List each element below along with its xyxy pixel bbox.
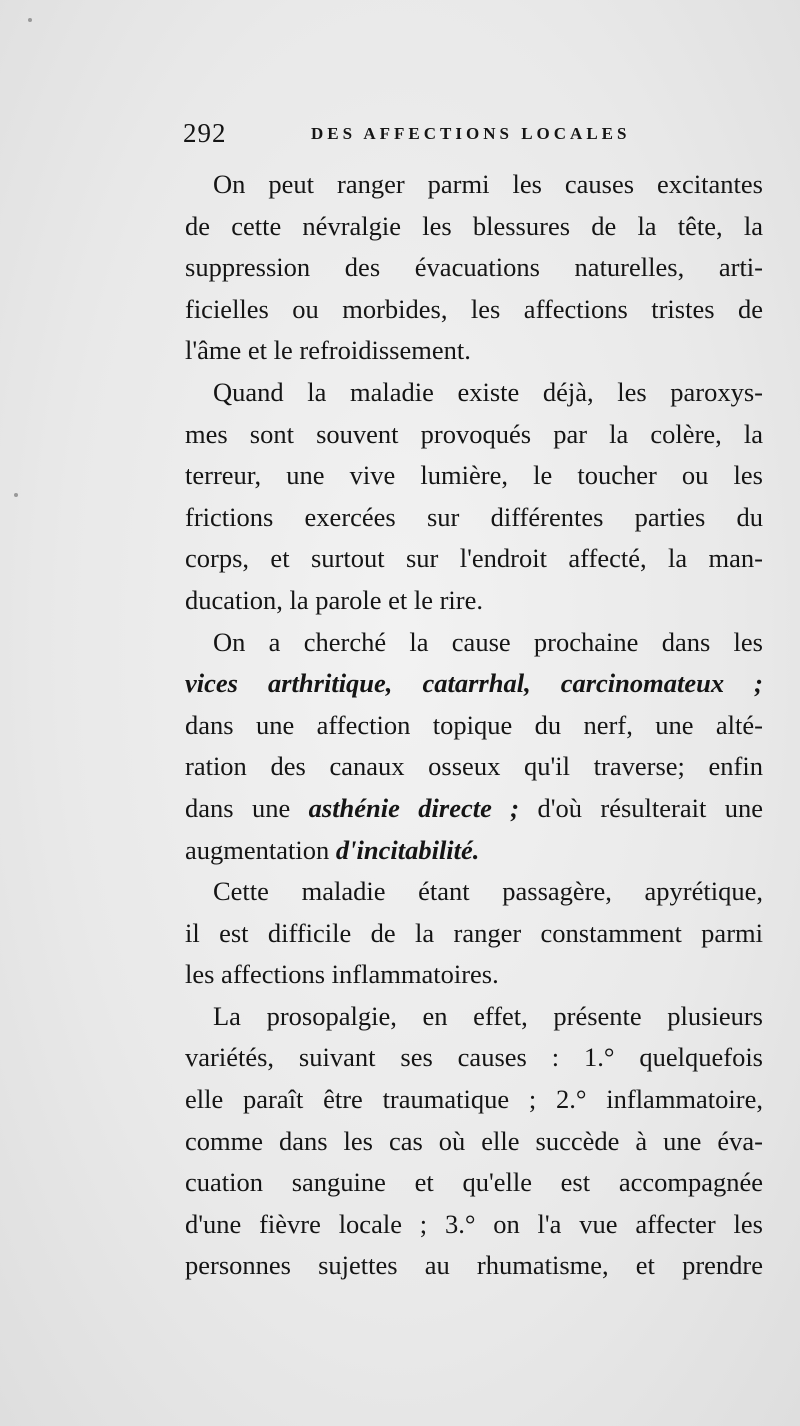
text-line xyxy=(185,497,763,539)
text-segment: ration des canaux osseux qu'il traverse; enfin xyxy=(185,751,763,782)
text-segment: ficielles ou morbides, les affections tristes de xyxy=(185,293,763,324)
body-text xyxy=(185,164,763,1287)
text-line xyxy=(185,622,763,664)
speck-mark xyxy=(14,493,18,497)
text-segment: frictions exercées sur différentes parties du xyxy=(185,501,763,532)
text-segment: d'une fièvre locale ; 3.° on l'a vue affecter les xyxy=(185,1208,763,1239)
text-line xyxy=(185,414,763,456)
text-line xyxy=(185,1162,763,1204)
text-line xyxy=(185,330,763,372)
text-segment: augmentation xyxy=(185,834,336,865)
text-segment: dans une affection topique du nerf, une alté- xyxy=(185,709,763,740)
text-segment: La prosopalgie, en effet, présente plusieurs xyxy=(213,1000,763,1031)
text-segment: de cette névralgie les blessures de la tête, la xyxy=(185,210,763,241)
text-line xyxy=(185,1037,763,1079)
text-segment: Cette maladie étant passagère, apyrétique, xyxy=(213,876,763,907)
text-segment: il est difficile de la ranger constamment parmi xyxy=(185,917,763,948)
text-line xyxy=(185,1245,763,1287)
text-segment: cuation sanguine et qu'elle est accompagnée xyxy=(185,1167,763,1198)
text-line xyxy=(185,913,763,955)
text-segment: d'incitabilité. xyxy=(335,834,480,865)
text-line xyxy=(185,580,763,622)
page-number: 292 xyxy=(183,118,227,148)
text-segment: terreur, une vive lumière, le toucher ou les xyxy=(185,460,763,491)
text-segment: l'âme et le refroidissement. xyxy=(185,335,471,366)
text-segment: Quand la maladie existe déjà, les paroxys- xyxy=(213,376,763,407)
text-segment: dans une xyxy=(185,792,309,823)
text-line xyxy=(185,871,763,913)
text-segment: comme dans les cas où elle succède à une éva- xyxy=(185,1125,763,1156)
text-segment: les affections inflammatoires. xyxy=(185,959,499,990)
text-segment: asthénie directe ; xyxy=(308,792,520,823)
speck-mark xyxy=(28,18,32,22)
text-segment: suppression des évacuations naturelles, arti- xyxy=(185,252,763,283)
running-head: DES AFFECTIONS LOCALES xyxy=(311,124,631,143)
text-line xyxy=(185,705,763,747)
text-segment: personnes sujettes au rhumatisme, et prendre xyxy=(185,1250,763,1281)
text-line xyxy=(185,830,763,872)
text-line xyxy=(185,455,763,497)
text-line xyxy=(185,954,763,996)
text-segment: mes sont souvent provoqués par la colère, la xyxy=(185,418,763,449)
text-line xyxy=(185,289,763,331)
text-segment: elle paraît être traumatique ; 2.° inflammatoire, xyxy=(185,1084,763,1115)
text-line xyxy=(185,1079,763,1121)
text-line xyxy=(185,996,763,1038)
text-segment: vices arthritique, catarrhal, carcinomateux ; xyxy=(185,668,763,699)
text-line xyxy=(185,1204,763,1246)
text-segment: variétés, suivant ses causes : 1.° quelquefois xyxy=(185,1042,763,1073)
text-segment: On peut ranger parmi les causes excitantes xyxy=(213,169,763,199)
text-line xyxy=(185,206,763,248)
text-line xyxy=(185,746,763,788)
text-segment: d'où résulterait une xyxy=(519,792,763,823)
text-line xyxy=(185,164,763,206)
text-segment: On a cherché la cause prochaine dans les xyxy=(213,626,763,657)
page-header xyxy=(183,118,763,158)
text-line xyxy=(185,372,763,414)
text-segment: ducation, la parole et le rire. xyxy=(185,584,483,615)
text-line xyxy=(185,538,763,580)
text-line xyxy=(185,247,763,289)
text-segment: corps, et surtout sur l'endroit affecté, la man- xyxy=(185,543,763,574)
text-line xyxy=(185,788,763,830)
text-line xyxy=(185,1121,763,1163)
text-line xyxy=(185,663,763,705)
